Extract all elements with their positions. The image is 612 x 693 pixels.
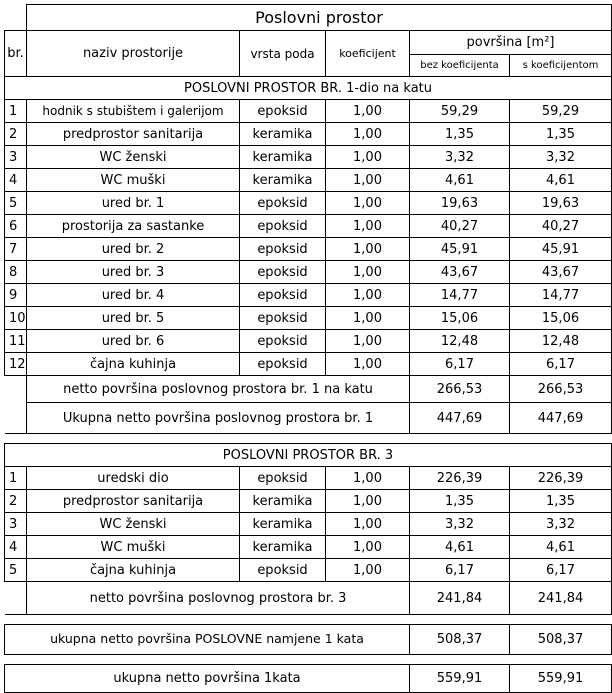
cell-bez: 59,29 (410, 100, 510, 123)
cell-br: 2 (5, 123, 27, 146)
section1-netto-label: netto površina poslovnog prostora br. 1 na katu (27, 376, 410, 403)
cell-koef: 1,00 (326, 307, 410, 330)
cell-bez: 12,48 (410, 330, 510, 353)
totals-kat-label: ukupna netto površina 1kata (5, 665, 410, 693)
gap (5, 655, 612, 665)
section3-title: POSLOVNI PROSTOR BR. 3 (5, 444, 612, 467)
cell-br: 3 (5, 513, 27, 536)
cell-bez: 4,61 (410, 536, 510, 559)
cell-br: 2 (5, 490, 27, 513)
cell-bez: 1,35 (410, 490, 510, 513)
cell-br: 3 (5, 146, 27, 169)
cell-koef: 1,00 (326, 261, 410, 284)
cell-koef: 1,00 (326, 330, 410, 353)
cell-br: 8 (5, 261, 27, 284)
table-row (5, 376, 612, 403)
header-bez: bez koeficijenta (410, 55, 510, 77)
empty-left (5, 403, 27, 434)
cell-naziv: ured br. 4 (27, 284, 240, 307)
cell-vrsta: epoksid (240, 284, 326, 307)
table-row (5, 307, 612, 330)
header-s: s koeficijentom (510, 55, 612, 77)
empty-corner (5, 5, 27, 31)
cell-koef: 1,00 (326, 536, 410, 559)
table-row (5, 192, 612, 215)
cell-s: 12,48 (510, 330, 612, 353)
cell-s: 59,29 (510, 100, 612, 123)
table-row (5, 215, 612, 238)
cell-naziv: ured br. 2 (27, 238, 240, 261)
cell-koef: 1,00 (326, 353, 410, 376)
cell-s: 3,32 (510, 513, 612, 536)
cell-bez: 19,63 (410, 192, 510, 215)
cell-koef: 1,00 (326, 146, 410, 169)
cell-vrsta: epoksid (240, 215, 326, 238)
gap (5, 434, 612, 444)
cell-bez: 14,77 (410, 284, 510, 307)
cell-s: 45,91 (510, 238, 612, 261)
cell-bez: 43,67 (410, 261, 510, 284)
header-naziv: naziv prostorije (27, 31, 240, 77)
cell-vrsta: keramika (240, 536, 326, 559)
cell-s: 43,67 (510, 261, 612, 284)
table-row (5, 615, 612, 625)
empty-left (5, 582, 27, 615)
section3-netto-label: netto površina poslovnog prostora br. 3 (27, 582, 410, 615)
table-body (5, 5, 612, 693)
table-row (5, 559, 612, 582)
cell-br: 1 (5, 467, 27, 490)
cell-s: 226,39 (510, 467, 612, 490)
cell-bez: 4,61 (410, 169, 510, 192)
header-vrsta: vrsta poda (240, 31, 326, 77)
cell-koef: 1,00 (326, 559, 410, 582)
cell-koef: 1,00 (326, 467, 410, 490)
cell-naziv: WC ženski (27, 513, 240, 536)
cell-s: 4,61 (510, 169, 612, 192)
totals-poslovne-bez: 508,37 (410, 625, 510, 655)
cell-s: 6,17 (510, 559, 612, 582)
cell-br: 4 (5, 169, 27, 192)
area-table (4, 4, 612, 693)
section1-ukupna-label: Ukupna netto površina poslovnog prostora br. 1 (27, 403, 410, 434)
cell-s: 19,63 (510, 192, 612, 215)
totals-kat-bez: 559,91 (410, 665, 510, 693)
totals-poslovne-s: 508,37 (510, 625, 612, 655)
cell-koef: 1,00 (326, 192, 410, 215)
cell-br: 7 (5, 238, 27, 261)
gap (5, 615, 612, 625)
cell-s: 15,06 (510, 307, 612, 330)
table-row (5, 665, 612, 693)
section1-netto-s: 266,53 (510, 376, 612, 403)
cell-br: 10 (5, 307, 27, 330)
cell-bez: 6,17 (410, 353, 510, 376)
table-row (5, 582, 612, 615)
cell-naziv: uredski dio (27, 467, 240, 490)
cell-bez: 3,32 (410, 513, 510, 536)
totals-kat-s: 559,91 (510, 665, 612, 693)
table-row (5, 100, 612, 123)
cell-naziv: čajna kuhinja (27, 353, 240, 376)
table-row (5, 625, 612, 655)
cell-s: 40,27 (510, 215, 612, 238)
table-row (5, 261, 612, 284)
cell-bez: 6,17 (410, 559, 510, 582)
table-row (5, 31, 612, 55)
cell-koef: 1,00 (326, 100, 410, 123)
totals-poslovne-label: ukupna netto površina POSLOVNE namjene 1 kata (5, 625, 410, 655)
cell-br: 4 (5, 536, 27, 559)
table-title: Poslovni prostor (27, 5, 612, 31)
cell-br: 12 (5, 353, 27, 376)
cell-koef: 1,00 (326, 490, 410, 513)
cell-koef: 1,00 (326, 215, 410, 238)
cell-bez: 15,06 (410, 307, 510, 330)
cell-br: 5 (5, 192, 27, 215)
cell-vrsta: keramika (240, 490, 326, 513)
section1-ukupna-bez: 447,69 (410, 403, 510, 434)
cell-naziv: WC muški (27, 169, 240, 192)
cell-br: 9 (5, 284, 27, 307)
table-row (5, 403, 612, 434)
cell-koef: 1,00 (326, 123, 410, 146)
section1-title: POSLOVNI PROSTOR BR. 1-dio na katu (5, 77, 612, 100)
cell-naziv: WC muški (27, 536, 240, 559)
section3-netto-bez: 241,84 (410, 582, 510, 615)
cell-naziv: ured br. 3 (27, 261, 240, 284)
cell-vrsta: epoksid (240, 330, 326, 353)
table-row (5, 238, 612, 261)
cell-naziv: ured br. 5 (27, 307, 240, 330)
cell-s: 3,32 (510, 146, 612, 169)
cell-s: 1,35 (510, 123, 612, 146)
header-koef: koeficijent (326, 31, 410, 77)
cell-bez: 45,91 (410, 238, 510, 261)
cell-vrsta: epoksid (240, 467, 326, 490)
header-br: br. (5, 31, 27, 77)
table-row (5, 513, 612, 536)
header-povrsina: površina [m²] (410, 31, 612, 55)
cell-br: 6 (5, 215, 27, 238)
cell-bez: 3,32 (410, 146, 510, 169)
empty-left (5, 376, 27, 403)
table-row (5, 284, 612, 307)
table-row (5, 5, 612, 31)
cell-vrsta: epoksid (240, 261, 326, 284)
cell-vrsta: epoksid (240, 559, 326, 582)
table-row (5, 467, 612, 490)
cell-naziv: predprostor sanitarija (27, 490, 240, 513)
cell-vrsta: keramika (240, 146, 326, 169)
table-row (5, 330, 612, 353)
table-row (5, 77, 612, 100)
cell-s: 14,77 (510, 284, 612, 307)
table-row (5, 353, 612, 376)
section1-ukupna-s: 447,69 (510, 403, 612, 434)
cell-vrsta: epoksid (240, 307, 326, 330)
table-row (5, 169, 612, 192)
cell-br: 1 (5, 100, 27, 123)
cell-vrsta: epoksid (240, 238, 326, 261)
table-row (5, 434, 612, 444)
table-row (5, 146, 612, 169)
cell-s: 4,61 (510, 536, 612, 559)
cell-bez: 226,39 (410, 467, 510, 490)
cell-vrsta: keramika (240, 169, 326, 192)
cell-koef: 1,00 (326, 238, 410, 261)
table-row (5, 536, 612, 559)
cell-s: 6,17 (510, 353, 612, 376)
cell-naziv: ured br. 6 (27, 330, 240, 353)
cell-koef: 1,00 (326, 513, 410, 536)
table-row (5, 490, 612, 513)
section1-netto-bez: 266,53 (410, 376, 510, 403)
cell-naziv: hodnik s stubištem i galerijom (27, 100, 240, 123)
cell-br: 5 (5, 559, 27, 582)
cell-vrsta: epoksid (240, 353, 326, 376)
cell-bez: 1,35 (410, 123, 510, 146)
section3-netto-s: 241,84 (510, 582, 612, 615)
cell-bez: 40,27 (410, 215, 510, 238)
cell-naziv: prostorija za sastanke (27, 215, 240, 238)
cell-koef: 1,00 (326, 284, 410, 307)
cell-naziv: ured br. 1 (27, 192, 240, 215)
cell-koef: 1,00 (326, 169, 410, 192)
cell-vrsta: keramika (240, 513, 326, 536)
table-row (5, 655, 612, 665)
cell-naziv: WC ženski (27, 146, 240, 169)
cell-vrsta: epoksid (240, 192, 326, 215)
table-row (5, 123, 612, 146)
cell-naziv: čajna kuhinja (27, 559, 240, 582)
cell-br: 11 (5, 330, 27, 353)
table-row (5, 444, 612, 467)
cell-vrsta: epoksid (240, 100, 326, 123)
cell-vrsta: keramika (240, 123, 326, 146)
cell-naziv: predprostor sanitarija (27, 123, 240, 146)
cell-s: 1,35 (510, 490, 612, 513)
